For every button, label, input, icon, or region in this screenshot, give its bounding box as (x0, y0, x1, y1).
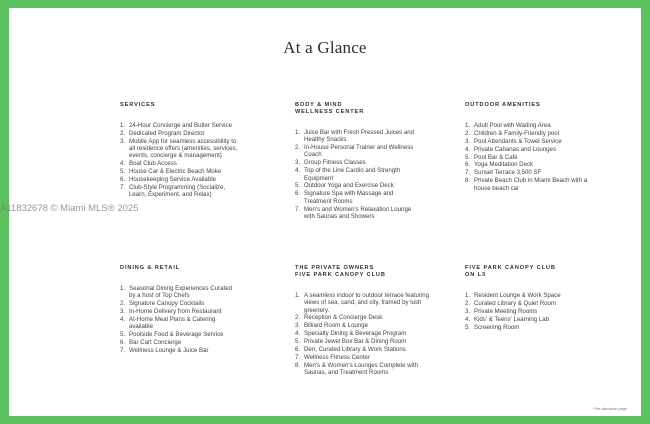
list-item (295, 159, 415, 166)
list-item-text: Top of the Line Cardio and Strength Equipment (304, 167, 401, 182)
list-item (120, 285, 240, 300)
list-item-text: Men's & Women's Lounges Complete with Saunas, and Treatment Rooms (304, 361, 418, 377)
list-item-number: 1. (295, 292, 301, 299)
list-item (120, 138, 238, 160)
section-body-mind-wellness (295, 102, 415, 221)
section-list (295, 129, 415, 220)
list-item (295, 322, 429, 329)
list-item-number: 5. (295, 182, 301, 190)
list-item (295, 338, 429, 345)
list-item (295, 354, 429, 361)
section-list (465, 292, 595, 331)
list-item-text: Sunset Terrace 3,500 SF (474, 169, 542, 177)
list-item-number: 6. (465, 161, 471, 169)
list-item-text: Yoga Meditation Deck (474, 161, 534, 169)
list-item-text: Adult Pool with Wading Area (474, 122, 551, 129)
section-heading: SERVICES (120, 102, 156, 108)
list-item-text: House Car & Electric Beach Moke (129, 168, 222, 176)
list-item (120, 130, 238, 137)
section-list (120, 122, 238, 199)
list-item (120, 316, 240, 331)
list-item-number: 7. (120, 183, 126, 191)
list-item (295, 362, 429, 377)
list-item-text: Private Meeting Rooms (474, 307, 538, 315)
list-item-number: 5. (465, 153, 471, 161)
list-item (295, 346, 429, 353)
list-item-text: Group Fitness Classes (304, 159, 366, 167)
section-services (120, 102, 238, 199)
section-heading: THE PRIVATE OWNERS FIVE PARK CANOPY CLUB (295, 265, 386, 278)
list-item-text: Boat Club Access (129, 160, 177, 168)
list-item-number: 1. (120, 122, 126, 129)
list-item (120, 122, 238, 129)
list-item-text: Mobile App for seamless accessibility to all residence offers (amenities, services, events, concierge & management) (129, 137, 238, 160)
list-item-text: Poolside Food & Beverage Service (129, 331, 224, 339)
list-item-number: 1. (465, 292, 471, 299)
list-item-number: 4. (465, 315, 471, 323)
list-item-number: 4. (295, 330, 301, 338)
mls-watermark: A11832678 © Miami MLS® 2025 (0, 203, 139, 214)
list-item-text: Private Jewel Box Bar & Dining Room (304, 338, 407, 346)
list-item-text: Seasonal Dining Experiences Curated by a host of Top Chefs (129, 285, 232, 300)
list-item (465, 316, 595, 323)
list-item (465, 308, 595, 315)
list-item-number: 3. (120, 308, 126, 316)
list-item-number: 6. (295, 346, 301, 354)
list-item-number: 6. (295, 190, 301, 198)
list-item-text: Wellness Lounge & Juice Bar (129, 346, 209, 354)
section-list (465, 122, 605, 192)
list-item-number: 5. (295, 338, 301, 346)
list-item-text: Bar Cart Concierge (129, 339, 182, 347)
list-item (465, 324, 595, 331)
list-item-number: 2. (295, 314, 301, 322)
list-item-text: Juice Bar with Fresh Pressed Juices and Healthy Snacks (304, 129, 415, 144)
list-item-number: 3. (465, 307, 471, 315)
section-dining-retail (120, 265, 240, 355)
list-item-number: 7. (295, 205, 301, 213)
footnote: *See disclaimer page (593, 407, 627, 411)
list-item (120, 160, 238, 167)
list-item-number: 5. (120, 331, 126, 339)
list-item-number: 4. (295, 167, 301, 175)
list-item (295, 292, 429, 314)
list-item-text: In-Home Delivery from Restaurant (129, 308, 222, 316)
list-item-text: Private Beach Club in Miami Beach with a house beach car (474, 177, 588, 192)
list-item (465, 130, 605, 137)
list-item-number: 5. (465, 323, 471, 331)
list-item (465, 300, 595, 307)
list-item (120, 347, 240, 354)
list-item-text: A seamless indoor to outdoor terrace featuring views of sea, sand, and city, framed by lush greenery. (304, 292, 429, 314)
list-item-number: 6. (120, 339, 126, 347)
list-item-number: 2. (465, 299, 471, 307)
list-item-text: Specialty Dining & Beverage Program (304, 330, 407, 338)
list-item-number: 1. (295, 129, 301, 136)
section-heading: OUTDOOR AMENITIES (465, 102, 541, 108)
list-item-number: 6. (120, 176, 126, 184)
list-item-text: At-Home Meal Plans & Catering available (129, 315, 216, 331)
list-item-text: Men's and Women's Relaxation Lounge with Saunas and Showers (304, 205, 412, 220)
list-item (295, 330, 429, 337)
list-item-text: 24-Hour Concierge and Butler Service (129, 122, 232, 129)
list-item (465, 292, 595, 299)
list-item-number: 3. (120, 137, 126, 145)
list-item-text: Den, Curated Library & Work Stations (304, 346, 406, 354)
list-item-text: Housekeeping Service Available (129, 176, 216, 184)
section-heading: FIVE PARK CANOPY CLUB ON L3 (465, 265, 556, 278)
section-heading: BODY & MIND WELLNESS CENTER (295, 102, 365, 115)
list-item (465, 161, 605, 168)
list-item-number: 4. (120, 315, 126, 323)
list-item (120, 168, 238, 175)
list-item (465, 154, 605, 161)
list-item-text: Kids' & Teens' Learning Lab (474, 315, 550, 323)
list-item-number: 3. (295, 322, 301, 330)
page-title: At a Glance (283, 38, 367, 57)
list-item-text: Children & Family-Friendly pool (474, 129, 560, 137)
list-item (120, 331, 240, 338)
list-item-number: 7. (120, 346, 126, 354)
list-item (295, 206, 415, 221)
list-item-number: 3. (465, 137, 471, 145)
list-item (295, 144, 415, 159)
list-item (120, 308, 240, 315)
list-item (465, 169, 605, 176)
list-item-number: 2. (295, 144, 301, 152)
list-item-text: Outdoor Yoga and Exercise Deck (304, 182, 394, 190)
section-list (295, 292, 429, 376)
list-item-text: Dedicated Program Director (129, 129, 205, 137)
list-item-number: 8. (465, 177, 471, 185)
list-item-text: Wellness Fitness Center (304, 353, 370, 361)
section-heading: DINING & RETAIL (120, 265, 181, 271)
list-item (295, 190, 415, 205)
list-item-number: 7. (295, 353, 301, 361)
list-item-number: 1. (120, 285, 126, 292)
list-item-number: 2. (120, 129, 126, 137)
list-item-text: Club-Style Programming (Socialize, Learn, Experiment, and Relax) (129, 183, 226, 199)
list-item (120, 300, 240, 307)
list-item (465, 177, 605, 192)
list-item-number: 3. (295, 159, 301, 167)
list-item (295, 182, 415, 189)
section-canopy-club-l3 (465, 265, 595, 331)
list-item (120, 184, 238, 199)
list-item-number: 4. (465, 145, 471, 153)
list-item-text: Pool Bar & Café (474, 153, 518, 161)
list-item (295, 129, 415, 144)
list-item-number: 2. (465, 129, 471, 137)
list-item-text: Pool Attendants & Towel Service (474, 137, 562, 145)
list-item-number: 2. (120, 300, 126, 308)
list-item (295, 314, 429, 321)
list-item-text: Signature Canopy Cocktails (129, 300, 205, 308)
section-outdoor-amenities (465, 102, 605, 192)
list-item-number: 4. (120, 160, 126, 168)
section-private-owners-club (295, 265, 429, 377)
list-item (465, 138, 605, 145)
list-item (465, 146, 605, 153)
list-item-number: 5. (120, 168, 126, 176)
list-item-number: 1. (465, 122, 471, 129)
list-item-text: Private Cabanas and Lounges (474, 145, 556, 153)
list-item-text: Resident Lounge & Work Space (474, 292, 561, 299)
list-item (120, 339, 240, 346)
list-item (295, 167, 415, 182)
list-item-number: 8. (295, 361, 301, 369)
list-item-text: Reception & Concierge Desk (304, 314, 383, 322)
list-item (120, 176, 238, 183)
list-item-number: 7. (465, 169, 471, 177)
list-item-text: Billiard Room & Lounge (304, 322, 369, 330)
list-item-text: Screening Room (474, 323, 520, 331)
list-item-text: Curated Library & Quiet Room (474, 299, 556, 307)
list-item-text: In-House Personal Trainer and Wellness Coach (304, 144, 414, 159)
list-item-text: Signature Spa with Massage and Treatment Rooms (304, 190, 394, 205)
list-item (465, 122, 605, 129)
section-list (120, 285, 240, 354)
